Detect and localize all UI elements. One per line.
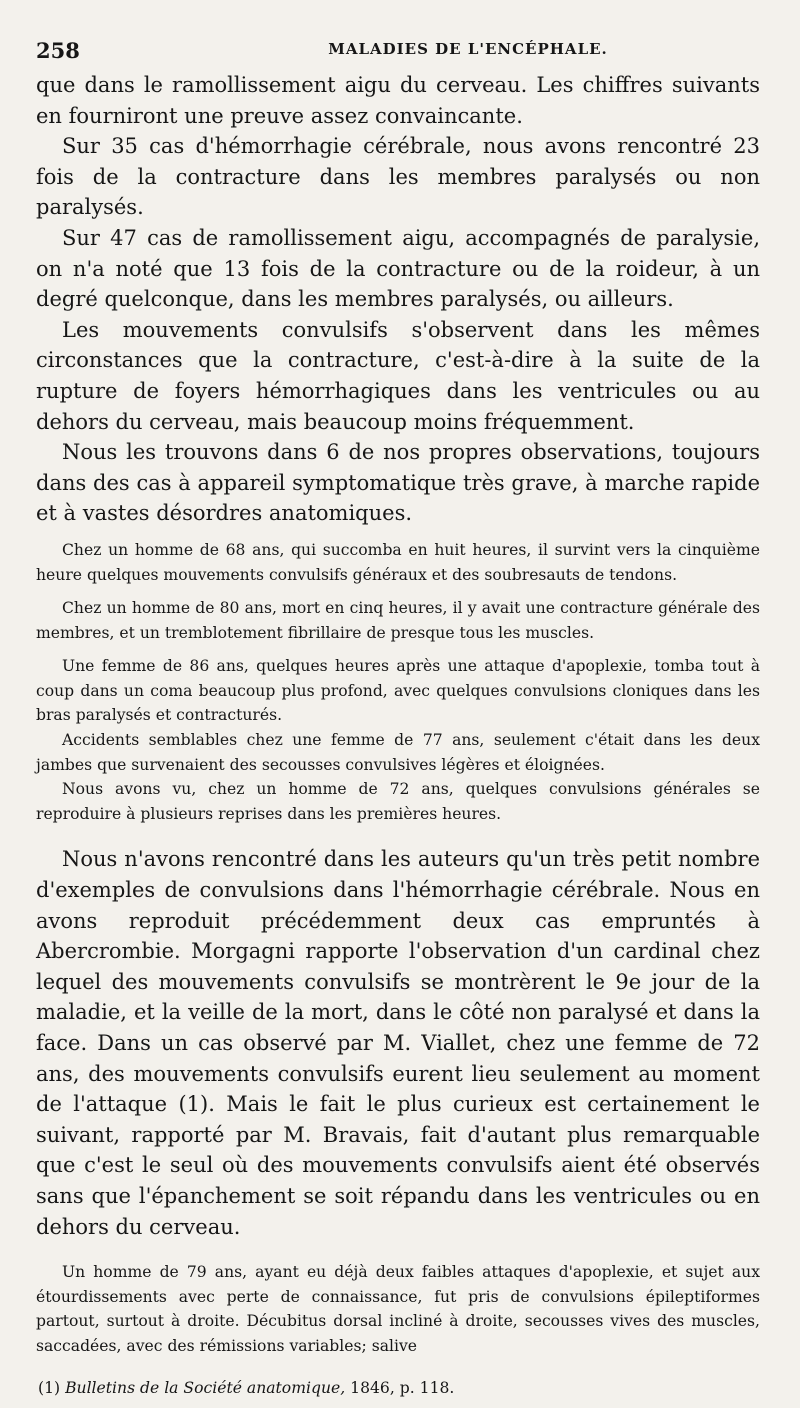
observation: Chez un homme de 80 ans, mort en cinq heures, il y avait une contracture générale des membres, et un tremblotement fibrillaire de presque tous les muscles.: [36, 599, 760, 642]
paragraph: Nous les trouvons dans 6 de nos propres observations, toujours dans des cas à appareil symptomatique très grave, à marche rapide et à vastes désordres anatomiques.: [36, 440, 760, 526]
paragraph: Nous n'avons rencontré dans les auteurs qu'un très petit nombre d'exemples de convulsions dans l'hémorrhagie cérébrale. Nous en avons reproduit précédemment deux cas empruntés à Abercrombie. Morgagni rapporte l'observation d'un cardinal chez lequel des mouvements convulsifs se montrèrent le 9e jour de la maladie, et la veille de la mort, dans le côté non paralysé et dans la face. Dans un cas observé par M. Viallet, chez une femme de 72 ans, des mouvements convulsifs eurent lieu seulement au moment de l'attaque (1). Mais le fait le plus curieux est certainement le suivant, rapporté par M. Bravais, fait d'autant plus remarquable que c'est le seul où des mouvements convulsifs aient été observés sans que l'épanchement se soit répandu dans les ventricules ou en dehors du cerveau.: [36, 847, 760, 1239]
paragraph: Sur 35 cas d'hémorrhagie cérébrale, nous avons rencontré 23 fois de la contracture dans les membres paralysés ou non paralysés.: [36, 134, 760, 220]
observation: Un homme de 79 ans, ayant eu déjà deux faibles attaques d'apoplexie, et sujet aux étourdissements avec perte de connaissance, fut pris de convulsions épileptiformes partout, surtout à droite. Décubitus dorsal incliné à droite, secousses vives des muscles, saccadées, avec des rémissions variables; salive: [36, 1263, 760, 1355]
paragraph: que dans le ramollissement aigu du cerveau. Les chiffres suivants en fourniront une preuve assez convaincante.: [36, 73, 760, 128]
footnote-marker: (1): [38, 1378, 61, 1397]
observation: Accidents semblables chez une femme de 77 ans, seulement c'était dans les deux jambes que survenaient des secousses convulsives légères et éloignées.: [36, 731, 760, 774]
observations-block: [36, 538, 760, 827]
observation: Une femme de 86 ans, quelques heures après une attaque d'apoplexie, tomba tout à coup dans un coma beaucoup plus profond, avec quelques convulsions cloniques dans les bras paralysés et contracturés.: [36, 657, 760, 725]
main-text-2: [36, 844, 760, 1242]
page-number: 258: [36, 38, 80, 63]
paragraph: Sur 47 cas de ramollissement aigu, accompagnés de paralysie, on n'a noté que 13 fois de la contracture ou de la roideur, à un degré quelconque, dans les membres paralysés, ou ailleurs.: [36, 225, 760, 312]
running-head: MALADIES DE L'ENCÉPHALE.: [328, 40, 608, 58]
observation: Chez un homme de 68 ans, qui succomba en huit heures, il survint vers la cinquième heure quelques mouvements convulsifs généraux et des soubresauts de tendons.: [36, 540, 760, 584]
footnote-source: Bulletins de la Société anatomique,: [65, 1378, 346, 1397]
footnote-details: 1846, p. 118.: [350, 1378, 455, 1397]
final-observation-block: [36, 1260, 760, 1358]
footnote: [36, 1377, 760, 1399]
observation: Nous avons vu, chez un homme de 72 ans, quelques convulsions générales se reproduire à plusieurs reprises dans les premières heures.: [36, 780, 760, 823]
page-header: [36, 30, 760, 70]
paragraph: Les mouvements convulsifs s'observent dans les mêmes circonstances que la contracture, c'est-à-dire à la suite de la rupture de foyers hémorrhagiques dans les ventricules ou au dehors du cerveau, mais beaucoup moins fréquemment.: [36, 317, 760, 434]
main-text: [36, 70, 760, 529]
